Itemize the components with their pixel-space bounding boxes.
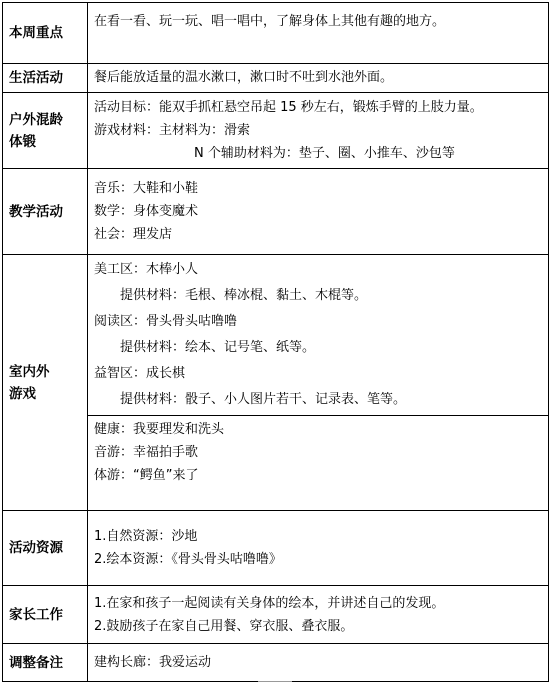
games-label-line1: 室内外 — [9, 363, 50, 380]
resource-item: 2.绘本资源：《骨头骨头咕噜噜》 — [94, 552, 282, 567]
row-activity-resources — [3, 511, 549, 586]
parent-item: 1.在家和孩子一起阅读有关身体的绘本，并讲述自己的发现。 — [94, 595, 445, 611]
resource-item: 1.自然资源：沙地 — [94, 529, 198, 544]
outdoor-exercise-content — [88, 93, 549, 169]
adjustment-notes-line: 建构长廊：我爱运动 — [94, 654, 212, 670]
outdoor-exercise-label — [3, 93, 88, 169]
weekly-plan-table — [2, 2, 549, 682]
outdoor-label-line2: 体锻 — [9, 133, 36, 150]
indoor-games-content — [88, 255, 549, 416]
teaching-item: 社会：理发店 — [94, 227, 173, 242]
life-activity-label: 生活活动 — [3, 64, 88, 93]
row-parent-work — [3, 586, 549, 644]
indoor-materials: 提供材料：绘本、记号笔、纸等。 — [120, 340, 316, 355]
activity-resources-content — [88, 511, 549, 586]
row-life-activity — [3, 64, 549, 93]
row-games-indoor — [3, 255, 549, 416]
row-teaching-activity — [3, 169, 549, 255]
outdoor-goal: 活动目标：能双手抓杠悬空吊起 15 秒左右，锻炼手臂的上肢力量。 — [94, 100, 483, 115]
row-outdoor-exercise — [3, 93, 549, 169]
teaching-item: 音乐：大鞋和小鞋 — [94, 181, 199, 196]
outdoor-game: 体游：“鳄鱼”来了 — [94, 468, 199, 483]
row-weekly-focus — [3, 3, 549, 64]
weekly-focus-text — [88, 3, 549, 64]
outdoor-label-line1: 户外混龄 — [9, 111, 63, 128]
indoor-materials: 提供材料：骰子、小人图片若干、记录表、笔等。 — [120, 392, 407, 407]
indoor-materials: 提供材料：毛根、棒冰棍、黏土、木棍等。 — [120, 288, 368, 303]
weekly-focus-line: 在看一看、玩一玩、唱一唱中，了解身体上其他有趣的地方。 — [94, 14, 446, 29]
games-label — [3, 255, 88, 511]
life-activity-line: 餐后能放适量的温水漱口，漱口时不吐到水池外面。 — [94, 70, 394, 85]
weekly-focus-label: 本周重点 — [3, 3, 88, 64]
adjustment-notes-text — [88, 644, 549, 682]
activity-resources-label: 活动资源 — [3, 511, 88, 586]
page-bottom-rule — [258, 681, 292, 683]
teaching-activity-label: 教学活动 — [3, 169, 88, 255]
outdoor-material-aux: N 个辅助材料为：垫子、圈、小推车、沙包等 — [194, 146, 455, 161]
outdoor-game: 健康：我要理发和洗头 — [94, 422, 225, 437]
life-activity-text — [88, 64, 549, 93]
outdoor-games-content — [88, 416, 549, 511]
parent-work-content — [88, 586, 549, 644]
teaching-activity-content — [88, 169, 549, 255]
parent-item: 2.鼓励孩子在家自己用餐、穿衣服、叠衣服。 — [94, 618, 354, 634]
games-label-line2: 游戏 — [9, 385, 36, 402]
outdoor-material-main: 游戏材料：主材料为：滑索 — [94, 123, 251, 138]
indoor-area: 美工区：木棒小人 — [94, 262, 199, 277]
row-adjustment-notes — [3, 644, 549, 682]
adjustment-notes-label: 调整备注 — [3, 644, 88, 682]
indoor-area: 益智区：成长棋 — [94, 366, 186, 381]
indoor-area: 阅读区：骨头骨头咕噜噜 — [94, 314, 238, 329]
parent-work-label: 家长工作 — [3, 586, 88, 644]
teaching-item: 数学：身体变魔术 — [94, 204, 199, 219]
outdoor-game: 音游：幸福拍手歌 — [94, 445, 199, 460]
